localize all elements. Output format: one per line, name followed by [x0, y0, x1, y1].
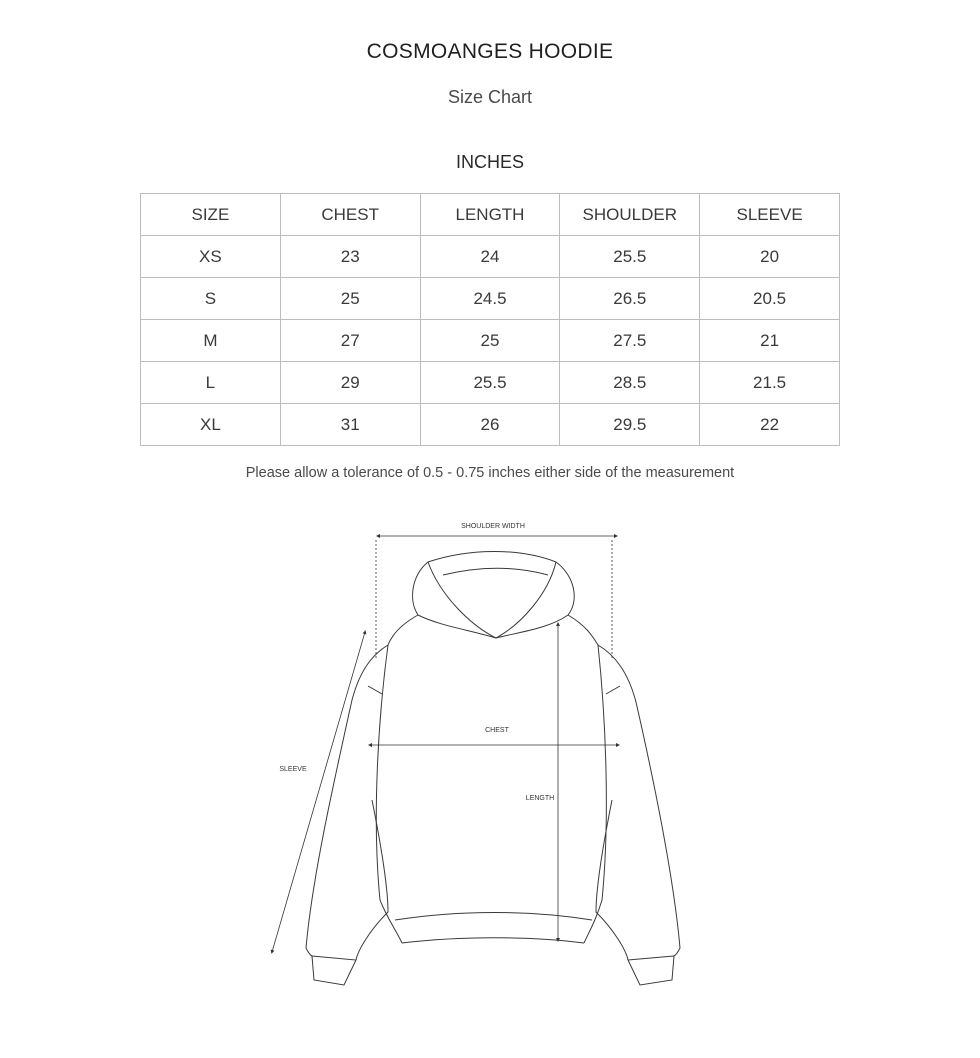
cell-length: 25 — [420, 320, 560, 362]
cell-chest: 25 — [280, 278, 420, 320]
cell-sleeve: 22 — [700, 404, 840, 446]
tolerance-note: Please allow a tolerance of 0.5 - 0.75 inches either side of the measurement — [245, 465, 735, 481]
cell-chest: 31 — [280, 404, 420, 446]
header-chest: CHEST — [280, 194, 420, 236]
length-label: LENGTH — [525, 795, 555, 802]
hoodie-outline — [306, 552, 680, 986]
cell-size: M — [141, 320, 281, 362]
measurement-lines — [272, 536, 618, 952]
cell-chest: 29 — [280, 362, 420, 404]
header-sleeve: SLEEVE — [700, 194, 840, 236]
cell-chest: 23 — [280, 236, 420, 278]
shoulder-width-label: SHOULDER WIDTH — [461, 523, 525, 530]
cell-length: 24.5 — [420, 278, 560, 320]
cell-chest: 27 — [280, 320, 420, 362]
header-shoulder: SHOULDER — [560, 194, 700, 236]
cell-shoulder: 27.5 — [560, 320, 700, 362]
cell-length: 26 — [420, 404, 560, 446]
page-title: COSMOANGES HOODIE — [366, 40, 614, 63]
cell-sleeve: 20.5 — [700, 278, 840, 320]
cell-length: 25.5 — [420, 362, 560, 404]
cell-shoulder: 29.5 — [560, 404, 700, 446]
sleeve-label: SLEEVE — [279, 766, 307, 773]
cell-size: S — [141, 278, 281, 320]
cell-shoulder: 25.5 — [560, 236, 700, 278]
cell-sleeve: 21 — [700, 320, 840, 362]
cell-sleeve: 20 — [700, 236, 840, 278]
page-subtitle: Size Chart — [447, 87, 533, 107]
cell-size: L — [141, 362, 281, 404]
cell-size: XS — [141, 236, 281, 278]
header-size: SIZE — [141, 194, 281, 236]
cell-shoulder: 28.5 — [560, 362, 700, 404]
cell-length: 24 — [420, 236, 560, 278]
unit-heading: INCHES — [455, 152, 524, 172]
chest-label: CHEST — [485, 727, 509, 734]
cell-shoulder: 26.5 — [560, 278, 700, 320]
cell-sleeve: 21.5 — [700, 362, 840, 404]
header-length: LENGTH — [420, 194, 560, 236]
cell-size: XL — [141, 404, 281, 446]
